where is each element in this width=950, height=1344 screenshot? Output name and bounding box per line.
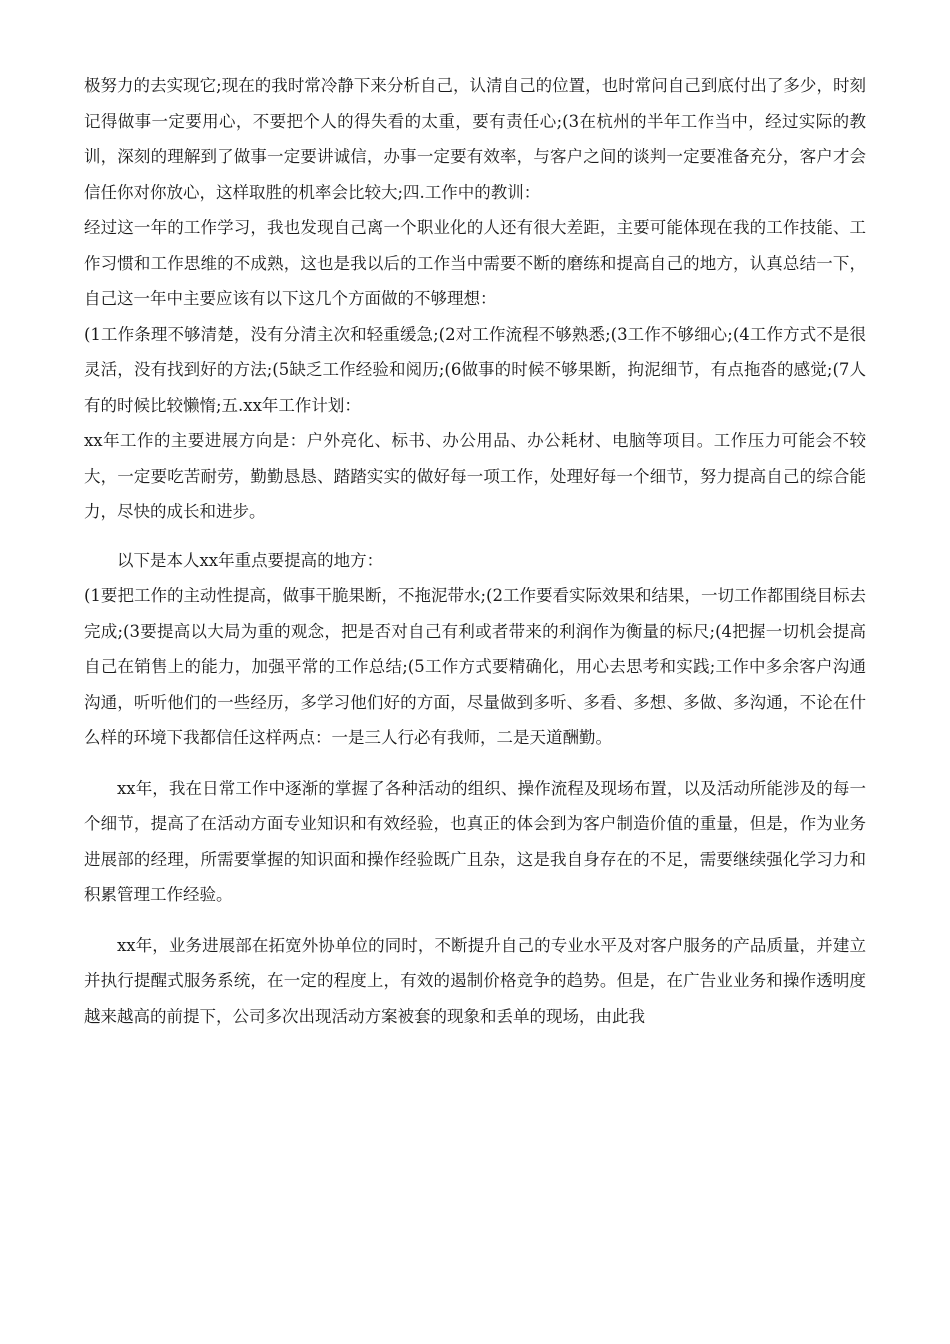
paragraph-2: 经过这一年的工作学习，我也发现自己离一个职业化的人还有很大差距，主要可能体现在我的工作技能、工作习惯和工作思维的不成熟，这也是我以后的工作当中需要不断的磨练和提高自己的地方，认真总结一下，自己这一年中主要应该有以下这几个方面做的不够理想： [84, 218, 866, 308]
paragraph-6: (1要把工作的主动性提高，做事干脆果断，不拖泥带水;(2工作要看实际效果和结果，一切工作都围绕目标去完成;(3要提高以大局为重的观念，把是否对自己有利或者带来的利润作为衡量的标尺;(4把握一切机会提高自己在销售上的能力，加强平常的工作总结;(5工作方式要精确化，用心去思考和实践;工作中多余客户沟通沟通，听听他们的一些经历，多学习他们好的方面，尽量做到多听、多看、多想、多做、多沟通，不论在什么样的环境下我都信任这样两点：一是三人行必有我师，二是天道酬勤。 [84, 586, 866, 747]
paragraph-1: 极努力的去实现它;现在的我时常冷静下来分析自己，认清自己的位置，也时常问自己到底付出了多少，时刻记得做事一定要用心，不要把个人的得失看的太重，要有责任心;(3在杭州的半年工作当中，经过实际的教训，深刻的理解到了做事一定要讲诚信，办事一定要有效率，与客户之间的谈判一定要准备充分，客户才会信任你对你放心，这样取胜的机率会比较大;四.工作中的教训： [84, 76, 866, 202]
paragraph-4: xx年工作的主要进展方向是：户外亮化、标书、办公用品、办公耗材、电脑等项目。工作压力可能会不较大，一定要吃苦耐劳，勤勤恳恳、踏踏实实的做好每一项工作，处理好每一个细节，努力提高自己的综合能力，尽快的成长和进步。 [84, 431, 866, 521]
paragraph-7: xx年，我在日常工作中逐渐的掌握了各种活动的组织、操作流程及现场布置，以及活动所能涉及的每一个细节，提高了在活动方面专业知识和有效经验，也真正的体会到为客户制造价值的重量，但是，作为业务进展部的经理，所需要掌握的知识面和操作经验既广且杂，这是我自身存在的不足，需要继续强化学习力和积累管理工作经验。 [84, 778, 866, 904]
paragraph-3: (1工作条理不够清楚，没有分清主次和轻重缓急;(2对工作流程不够熟悉;(3工作不够细心;(4工作方式不是很灵活，没有找到好的方法;(5缺乏工作经验和阅历;(6做事的时候不够果断，拘泥细节，有点拖沓的感觉;(7人有的时候比较懒惰;五.xx年工作计划： [84, 324, 866, 415]
paragraph-5: 以下是本人xx年重点要提高的地方： [117, 550, 384, 570]
document-page [84, 68, 866, 1034]
paragraph-8: xx年，业务进展部在拓宽外协单位的同时，不断提升自己的专业水平及对客户服务的产品质量，并建立并执行提醒式服务系统，在一定的程度上，有效的遏制价格竞争的趋势。但是，在广告业业务和操作透明度越来越高的前提下，公司多次出现活动方案被套的现象和丢单的现场，由此我 [84, 935, 866, 1026]
